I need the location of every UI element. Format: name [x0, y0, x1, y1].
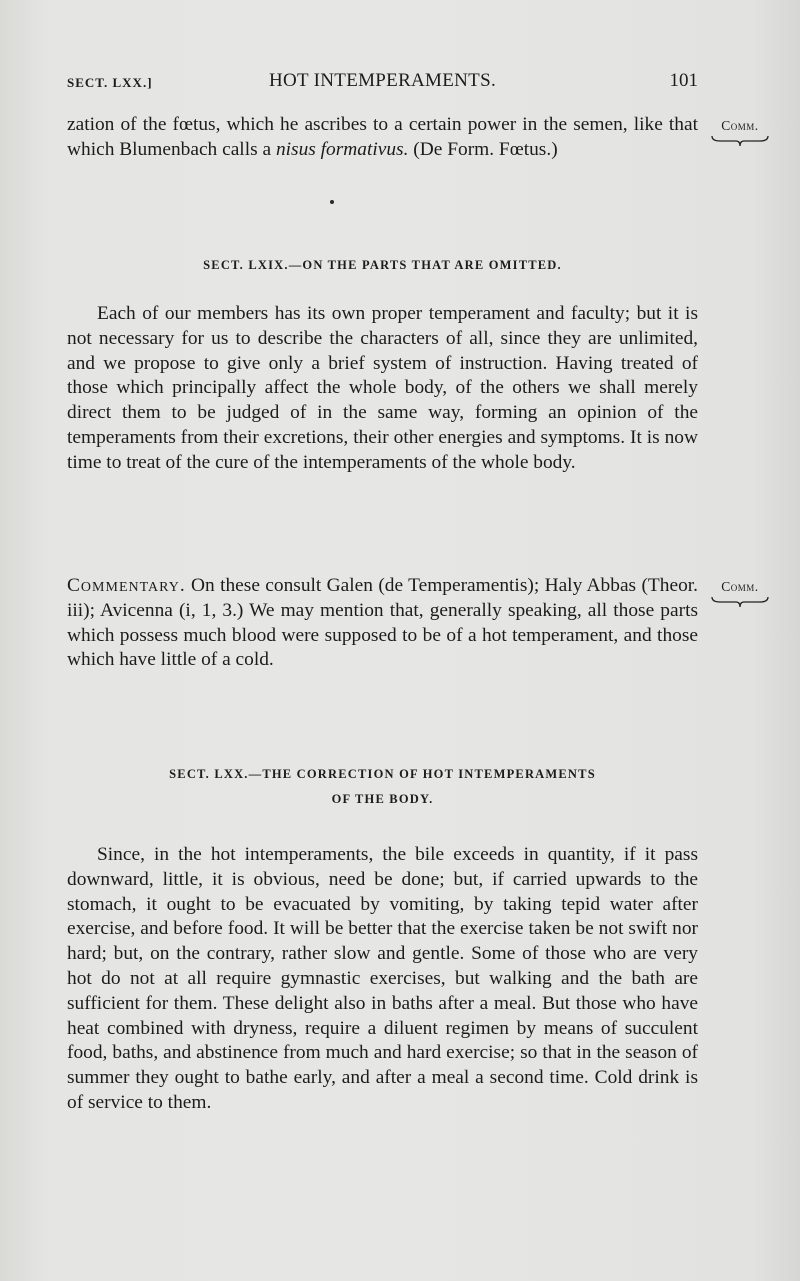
running-head	[67, 70, 698, 96]
section-heading-lxix: SECT. LXIX.—ON THE PARTS THAT ARE OMITTED.	[203, 258, 562, 272]
brace-icon	[710, 595, 770, 609]
commentary-text: On these consult Galen (de Temperamentis); Haly Abbas (Theor. iii); Avicenna (i, 1, 3.) We may mention that, generally speaking, all those parts which possess much blood were supposed to be of a hot temperament, and those which have little of a cold.	[67, 575, 698, 671]
margin-note-label: Comm.	[721, 579, 759, 594]
margin-note-commentary-1	[706, 118, 774, 148]
brace-icon	[710, 134, 770, 148]
ink-speck	[330, 200, 334, 204]
paragraph-continuation	[67, 113, 698, 163]
continuation-text-end: (De Form. Fœtus.)	[408, 138, 558, 160]
italic-term: nisus formativus.	[275, 138, 409, 160]
page-number: 101	[669, 70, 698, 91]
paragraph-hot-intemperaments: Since, in the hot intemperaments, the bile exceeds in quantity, if it pass downward, little, it is obvious, need be done; but, if carried upwards to the stomach, it ought to be evacuated by vomiting, by taking tepid water after exercise, and before food. It will be better that the exercise taken be not swift nor hard; but, on the contrary, rather slow and gentle. Some of those who are very hot do not at all require gymnastic exercises, but walking and the bath are sufficient for them. These delight also in baths after a meal. But those who have heat combined with dryness, require a diluent regimen by means of succulent food, baths, and abstinence from much and hard exercise; so that in the season of summer they ought to bathe early, and after a meal a second time. Cold drink is of service to them.	[67, 844, 698, 1113]
paragraph-commentary	[67, 574, 698, 673]
continuation-text: zation of the fœtus, which he ascribes to a certain power in the semen, like that which Blumenbach calls a	[67, 114, 698, 160]
running-head-title: HOT INTEMPERAMENTS.	[268, 70, 497, 91]
paragraph-parts-omitted: Each of our members has its own proper temperament and faculty; but it is not necessary for us to describe the characters of all, since they are unlimited, and we propose to give only a brief system of instruction. Having treated of those which principally affect the whole body, of the others we shall merely direct them to be judged of in the same way, forming an opinion of the temperaments from their excretions, their other energies and symptoms. It is now time to treat of the cure of the intemperaments of the whole body.	[67, 303, 698, 473]
section-heading-lxx-line1: SECT. LXX.—THE CORRECTION OF HOT INTEMPERAMENTS	[169, 767, 596, 781]
margin-note-commentary-2	[706, 579, 774, 609]
margin-note-label: Comm.	[721, 118, 759, 133]
section-heading-lxx-line2: OF THE BODY.	[331, 792, 434, 806]
running-head-section: SECT. LXX.]	[67, 75, 153, 90]
commentary-label: Commentary.	[67, 575, 186, 596]
